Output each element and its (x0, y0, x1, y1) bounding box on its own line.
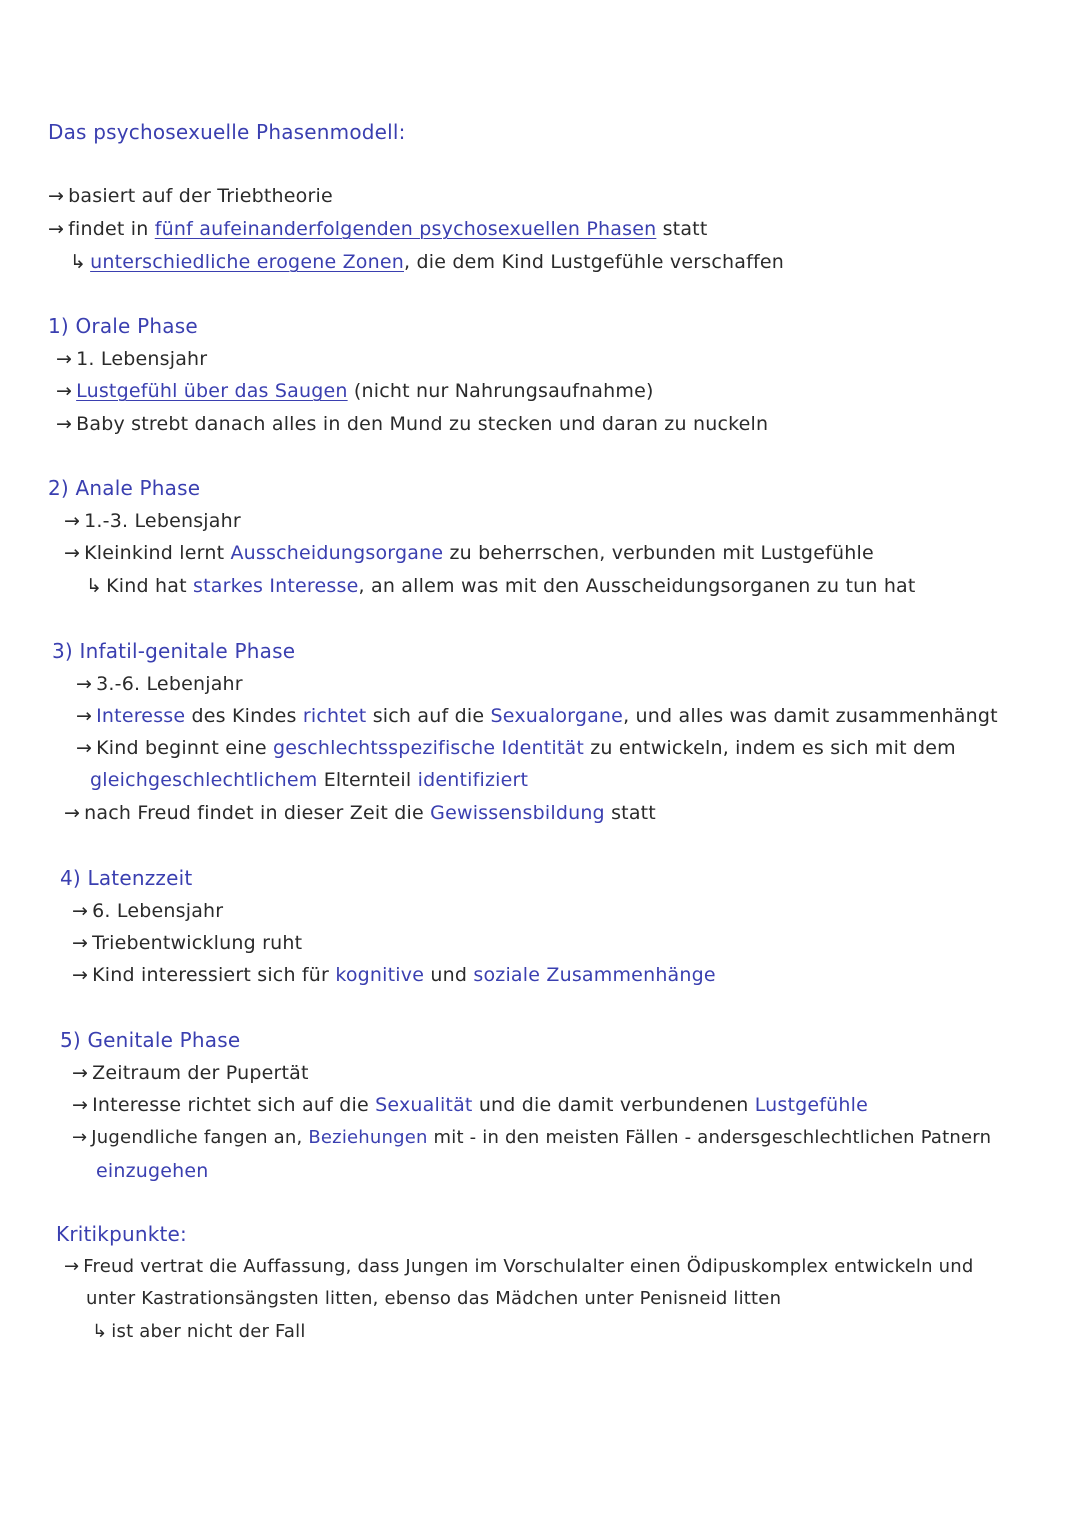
critique-line-3: ↳ ist aber nicht der Fall (92, 1321, 306, 1342)
arrow-icon: → (48, 218, 65, 240)
phase4-line-2: → Triebentwicklung ruht (72, 932, 303, 954)
arrow-icon: → (56, 380, 73, 402)
phase3-line-4: gleichgeschlechtlichem Elternteil identifiziert (90, 769, 529, 791)
phase1-line-3: → Baby strebt danach alles in den Mund zu stecken und daran zu nuckeln (56, 413, 769, 435)
arrow-icon: → (72, 1094, 89, 1116)
arrow-icon: → (56, 348, 73, 370)
critique-line-1: → Freud vertrat die Auffassung, dass Jungen im Vorschulalter einen Ödipuskomplex entwickeln und (64, 1256, 974, 1277)
intro-line-1: → basiert auf der Triebtheorie (48, 185, 333, 207)
phase5-line-2: → Interesse richtet sich auf die Sexualität und die damit verbundenen Lustgefühle (72, 1094, 869, 1116)
phase5-line-1: → Zeitraum der Pupertät (72, 1062, 309, 1084)
phase2-line-2: → Kleinkind lernt Ausscheidungsorgane zu beherrschen, verbunden mit Lustgefühle (64, 542, 874, 564)
phase2-line-1: → 1.-3. Lebensjahr (64, 510, 241, 532)
arrow-icon: → (72, 900, 89, 922)
page-title: Das psychosexuelle Phasenmodell: (48, 120, 406, 144)
phase3-line-1: → 3.-6. Lebenjahr (76, 673, 243, 695)
intro-line-2: → findet in fünf aufeinanderfolgenden psychosexuellen Phasen statt (48, 218, 708, 240)
phase4-heading: 4) Latenzzeit (60, 866, 193, 890)
phase5-line-3: → Jugendliche fangen an, Beziehungen mit - in den meisten Fällen - andersgeschlechtlichen Patnern (72, 1127, 992, 1148)
phase2-line-3: ↳ Kind hat starkes Interesse, an allem was mit den Ausscheidungsorganen zu tun hat (86, 575, 916, 597)
phase3-line-2: → Interesse des Kindes richtet sich auf die Sexualorgane, und alles was damit zusammenhängt (76, 705, 998, 727)
arrow-icon: → (64, 542, 81, 564)
phase4-line-3: → Kind interessiert sich für kognitive und soziale Zusammenhänge (72, 964, 716, 986)
critique-line-2: unter Kastrationsängsten litten, ebenso das Mädchen unter Penisneid litten (86, 1288, 782, 1309)
phase3-line-5: → nach Freud findet in dieser Zeit die Gewissensbildung statt (64, 802, 656, 824)
arrow-icon: → (76, 737, 93, 759)
phase5-heading: 5) Genitale Phase (60, 1028, 241, 1052)
phase3-heading: 3) Infatil-genitale Phase (52, 639, 296, 663)
arrow-icon: → (72, 964, 89, 986)
arrow-icon: → (72, 1127, 88, 1148)
phase1-line-1: → 1. Lebensjahr (56, 348, 208, 370)
arrow-icon: → (64, 802, 81, 824)
intro-line-3: ↳ unterschiedliche erogene Zonen, die dem Kind Lustgefühle verschaffen (70, 251, 784, 273)
phase1-heading: 1) Orale Phase (48, 314, 198, 338)
arrow-icon: → (56, 413, 73, 435)
arrow-icon: → (76, 705, 93, 727)
phase5-line-4: einzugehen (96, 1160, 209, 1182)
critique-heading: Kritikpunkte: (56, 1222, 187, 1246)
hook-arrow-icon: ↳ (70, 251, 87, 273)
arrow-icon: → (48, 185, 65, 207)
phase3-line-3: → Kind beginnt eine geschlechtsspezifische Identität zu entwickeln, indem es sich mit dem (76, 737, 956, 759)
hook-arrow-icon: ↳ (92, 1321, 108, 1342)
arrow-icon: → (72, 932, 89, 954)
arrow-icon: → (64, 1256, 80, 1277)
phase4-line-1: → 6. Lebensjahr (72, 900, 224, 922)
arrow-icon: → (64, 510, 81, 532)
arrow-icon: → (72, 1062, 89, 1084)
arrow-icon: → (76, 673, 93, 695)
phase1-line-2: → Lustgefühl über das Saugen (nicht nur Nahrungsaufnahme) (56, 380, 654, 402)
phase2-heading: 2) Anale Phase (48, 476, 201, 500)
hook-arrow-icon: ↳ (86, 575, 103, 597)
